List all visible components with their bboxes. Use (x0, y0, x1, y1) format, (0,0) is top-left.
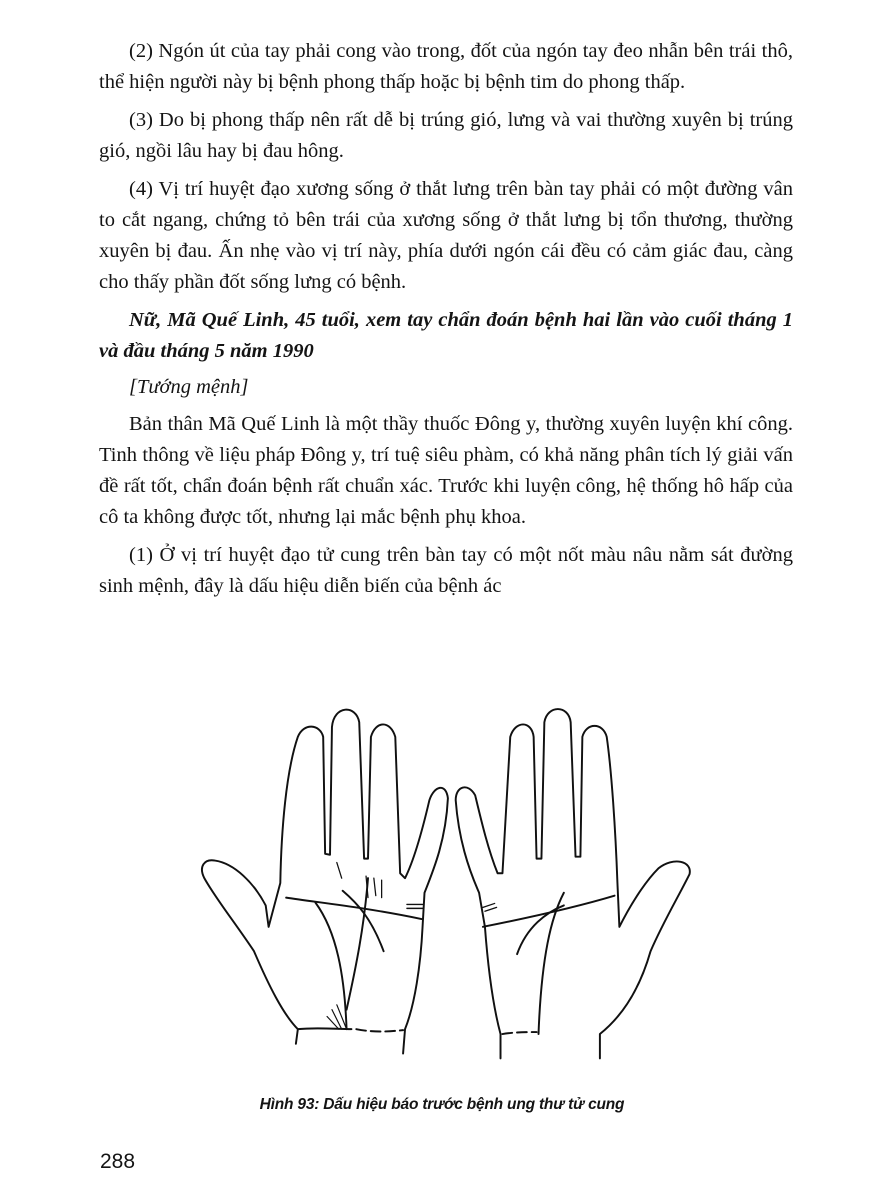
body-text (99, 36, 793, 609)
paragraph-intro: Bản thân Mã Quế Linh là một thầy thuốc Đông y, thường xuyên luyện khí công. Tinh thông về liệu pháp Đông y, trí tuệ siêu phàm, có khả năng phân tích lý giải vấn đề rất tốt, chẩn đoán bệnh rất chuẩn xác. Trước khi luyện công, hệ thống hô hấp của cô ta không được tốt, nhưng lại mắc bệnh phụ khoa. (99, 413, 793, 528)
page-number: 288 (100, 1150, 136, 1173)
paragraph-1: (1) Ở vị trí huyệt đạo tử cung trên bàn tay có một nốt màu nâu nằm sát đường sinh mệnh, đây là dấu hiệu diễn biến của bệnh ác (99, 544, 793, 597)
paragraph-3: (3) Do bị phong thấp nên rất dễ bị trúng gió, lưng và vai thường xuyên bị trúng gió, ngồi lâu hay bị đau hông. (99, 109, 793, 162)
case-heading: Nữ, Mã Quế Linh, 45 tuổi, xem tay chẩn đoán bệnh hai lần vào cuối tháng 1 và đầu tháng 5 năm 1990 (99, 309, 793, 362)
palm-illustration (188, 693, 700, 1073)
paragraph-4: (4) Vị trí huyệt đạo xương sống ở thắt lưng trên bàn tay phải có một đường vân to cắt ngang, chứng tỏ bên trái của xương sống ở thắt lưng bị tổn thương, thường xuyên bị đau. Ấn nhẹ vào vị trí này, phía dưới ngón cái đều có cảm giác đau, càng cho thấy phần đốt sống lưng có bệnh. (99, 178, 793, 293)
left-hand-drawing (202, 710, 448, 1054)
figure-caption: Hình 93: Dấu hiệu báo trước bệnh ung thư tử cung (259, 1096, 625, 1113)
subheading: [Tướng mệnh] (129, 376, 249, 398)
right-hand-drawing (456, 709, 690, 1058)
paragraph-2: (2) Ngón út của tay phải cong vào trong, đốt của ngón tay đeo nhẫn bên trái thô, thể hiện người này bị bệnh phong thấp hoặc bị bệnh tim do phong thấp. (99, 40, 793, 93)
